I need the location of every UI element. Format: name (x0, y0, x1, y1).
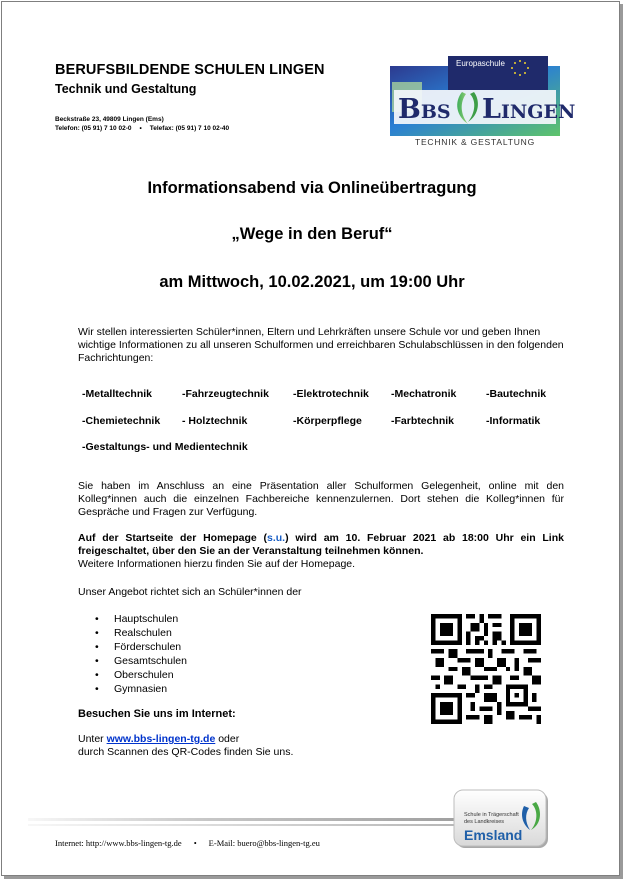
event-date: am Mittwoch, 10.02.2021, um 19:00 Uhr (159, 273, 465, 291)
field-item: -Informatik (486, 415, 541, 427)
audience-intro: Unser Angebot richtet sich an Schüler*innen der (78, 586, 302, 598)
field-item: -Gestaltungs- und Medientechnik (82, 441, 248, 453)
address-line: Beckstraße 23, 49809 Lingen (Ems) (55, 116, 164, 123)
homepage-text-end: ) wird am 10. Februar 2021 ab 18:00 Uhr ein Link freigeschaltet, über den Sie an der Veranstaltung teilnehmen können. (78, 532, 564, 557)
visit-text: oder (215, 733, 240, 745)
see-below-link[interactable]: s.u. (267, 532, 286, 544)
list-item: • Realschulen (78, 626, 187, 640)
event-motto: „Wege in den Beruf“ (231, 225, 393, 243)
logo-letters-ingen: INGEN (500, 101, 576, 123)
presentation-paragraph: Sie haben im Anschluss an eine Präsentation aller Schulformen Gelegenheit, online mit den Kolleg*innen auch die einzelnen Fachbereiche kennenzulernen. Dort stehen die Kolleg*innen für Gespräche und Fragen zur Verfügung. (78, 480, 564, 518)
footer-email[interactable]: E-Mail: buero@bbs-lingen-tg.eu (208, 838, 320, 848)
list-item: • Oberschulen (78, 668, 187, 682)
list-item: • Gesamtschulen (78, 654, 187, 668)
badge-line-1: Schule in Trägerschaft (464, 812, 519, 818)
logo-subtitle: TECHNIK & GESTALTUNG (414, 137, 536, 147)
field-item: -Mechatronik (391, 388, 457, 400)
bbs-lingen-logo (390, 52, 576, 148)
footer-divider (28, 824, 468, 826)
field-item: -Chemietechnik (82, 415, 161, 427)
field-item: -Metalltechnik (82, 388, 153, 400)
separator: • (193, 838, 197, 848)
footer-internet[interactable]: Internet: http://www.bbs-lingen-tg.de (55, 838, 182, 848)
homepage-more-info: Weitere Informationen hierzu finden Sie auf der Homepage. (78, 558, 356, 570)
logo-letter-b: B (398, 94, 421, 125)
field-item: -Fahrzeugtechnik (182, 388, 269, 400)
school-name: BERUFSBILDENDE SCHULEN LINGEN (55, 62, 325, 78)
visit-text: Unter (78, 733, 107, 745)
event-title: Informationsabend via Onlineübertragung (147, 179, 477, 197)
list-item: • Gymnasien (78, 682, 187, 696)
visit-scan-text: durch Scannen des QR-Codes finden Sie uns. (78, 746, 294, 758)
homepage-paragraph (78, 532, 564, 571)
footer-contact (55, 838, 320, 848)
page-shadow-bottom (4, 876, 623, 879)
school-address (55, 115, 229, 133)
fax-number: Telefax: (05 91) 7 10 02-40 (149, 125, 230, 132)
europaschule-label: Europaschule (456, 59, 505, 68)
separator: • (139, 125, 142, 132)
logo-letters-bs: BS (420, 101, 451, 123)
field-item: -Elektrotechnik (293, 388, 369, 400)
page-shadow-right (620, 4, 623, 879)
audience-list (78, 612, 187, 696)
visit-paragraph (78, 733, 564, 759)
qr-code[interactable] (430, 614, 542, 724)
field-item: -Körperpflege (293, 415, 362, 427)
phone-number: Telefon: (05 91) 7 10 02-0 (55, 125, 132, 132)
badge-line-2: des Landkreises (464, 819, 505, 825)
emsland-logo (452, 790, 552, 850)
intro-paragraph: Wir stellen interessierten Schüler*innen, Eltern und Lehrkräften unsere Schule vor und geben Ihnen wichtige Informationen zu all unseren Schulformen und erreichbaren Schulabschlüssen in den folgenden Fachrichtungen: (78, 326, 564, 364)
homepage-link[interactable]: www.bbs-lingen-tg.de (106, 733, 216, 745)
homepage-text-start: Auf der Startseite der Homepage ( (78, 532, 268, 544)
badge-emsland-name: Emsland (464, 827, 523, 843)
logo-letter-l: L (482, 94, 501, 125)
department-name: Technik und Gestaltung (55, 82, 197, 96)
field-item: - Holztechnik (182, 415, 248, 427)
footer-divider (28, 818, 456, 821)
contact-line (55, 124, 229, 133)
list-item: • Förderschulen (78, 640, 187, 654)
list-item: • Hauptschulen (78, 612, 187, 626)
field-item: -Bautechnik (486, 388, 547, 400)
field-item: -Farbtechnik (391, 415, 455, 427)
visit-heading: Besuchen Sie uns im Internet: (78, 708, 236, 720)
